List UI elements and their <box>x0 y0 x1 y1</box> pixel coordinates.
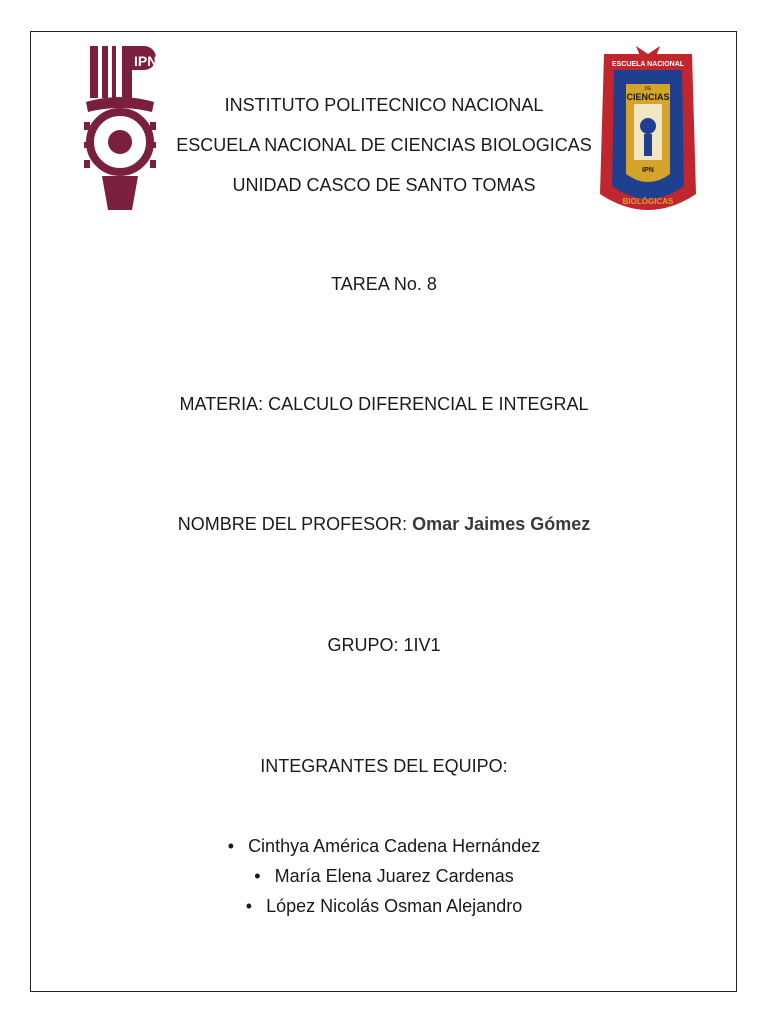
member-name: Cinthya América Cadena Hernández <box>248 836 541 856</box>
assignment-title: TAREA No. 8 <box>331 274 437 294</box>
institution-name: INSTITUTO POLITECNICO NACIONAL <box>224 95 544 115</box>
encb-side-text: BIOLÓGICAS <box>622 197 674 206</box>
team-members-list <box>0 832 768 922</box>
svg-text:IPN: IPN <box>134 53 158 69</box>
group-label: GRUPO: 1IV1 <box>327 635 441 655</box>
team-heading: INTEGRANTES DEL EQUIPO: <box>260 756 508 776</box>
encb-middle-text: CIENCIAS <box>626 92 670 102</box>
professor-label: NOMBRE DEL PROFESOR: <box>177 514 413 534</box>
list-item <box>0 862 768 892</box>
professor-line <box>0 514 768 535</box>
list-item <box>0 892 768 922</box>
encb-small-text: DE <box>644 86 652 92</box>
encb-top-text: ESCUELA NACIONAL <box>611 61 685 68</box>
campus-name: UNIDAD CASCO DE SANTO TOMAS <box>232 175 536 195</box>
subject-label: MATERIA: CALCULO DIFERENCIAL E INTEGRAL <box>179 394 589 414</box>
professor-name: Omar Jaimes Gómez <box>412 514 591 534</box>
encb-bottom-text: IPN <box>642 167 654 174</box>
member-name: López Nicolás Osman Alejandro <box>266 896 523 916</box>
list-item <box>0 832 768 862</box>
school-name: ESCUELA NACIONAL DE CIENCIAS BIOLOGICAS <box>176 135 592 155</box>
encb-logo <box>596 44 700 224</box>
member-name: María Elena Juarez Cardenas <box>274 866 514 886</box>
